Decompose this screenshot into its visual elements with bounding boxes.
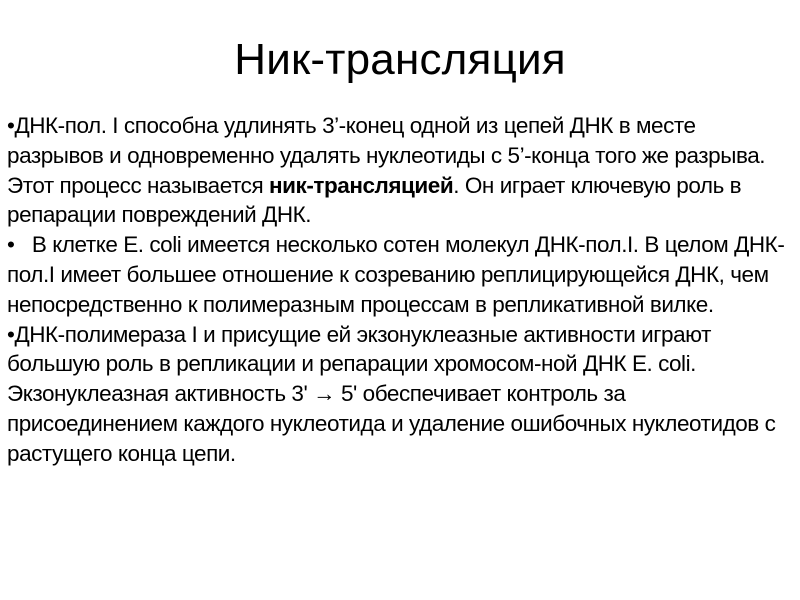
paragraph-polymerase-activity — [7, 320, 791, 469]
paragraph-text: ДНК-полимераза I и присущие ей экзонуклеазные активности играют большую роль в репликации и репарации хромосом-ной ДНК E. coli. Экзонуклеазная активность 3' → 5' обеспечивает контроль за присоединением каждого нуклеотида и удаление ошибочных нуклеотидов с растущего конца цепи. — [7, 321, 776, 466]
bold-term: ник-трансляцией — [269, 172, 454, 198]
paragraph-ecoli-molecules — [7, 230, 791, 319]
paragraph-text: В клетке E. coli имеется несколько сотен молекул ДНК-пол.I. В целом ДНК-пол.I имеет большее отношение к созреванию реплицирующейся ДНК, чем непосредственно к полимеразным процессам в репликативной вилке. — [7, 232, 785, 317]
slide-title: Ник-трансляция — [234, 35, 566, 84]
bullet: • — [7, 113, 15, 138]
slide-body — [7, 111, 791, 469]
paragraph-text: ДНК-пол. I способна удлинять 3’-конец одной из цепей ДНК в месте разрывов и одновременно удалять нуклеотиды с 5’-конца того же разрыва. Этот процесс называется — [7, 113, 766, 198]
paragraph-text: . Он играет ключевую роль в репарации повреждений ДНК. — [7, 172, 742, 228]
bullet: • — [7, 232, 15, 258]
bullet: • — [7, 321, 15, 347]
paragraph-nick-translation — [7, 111, 791, 230]
